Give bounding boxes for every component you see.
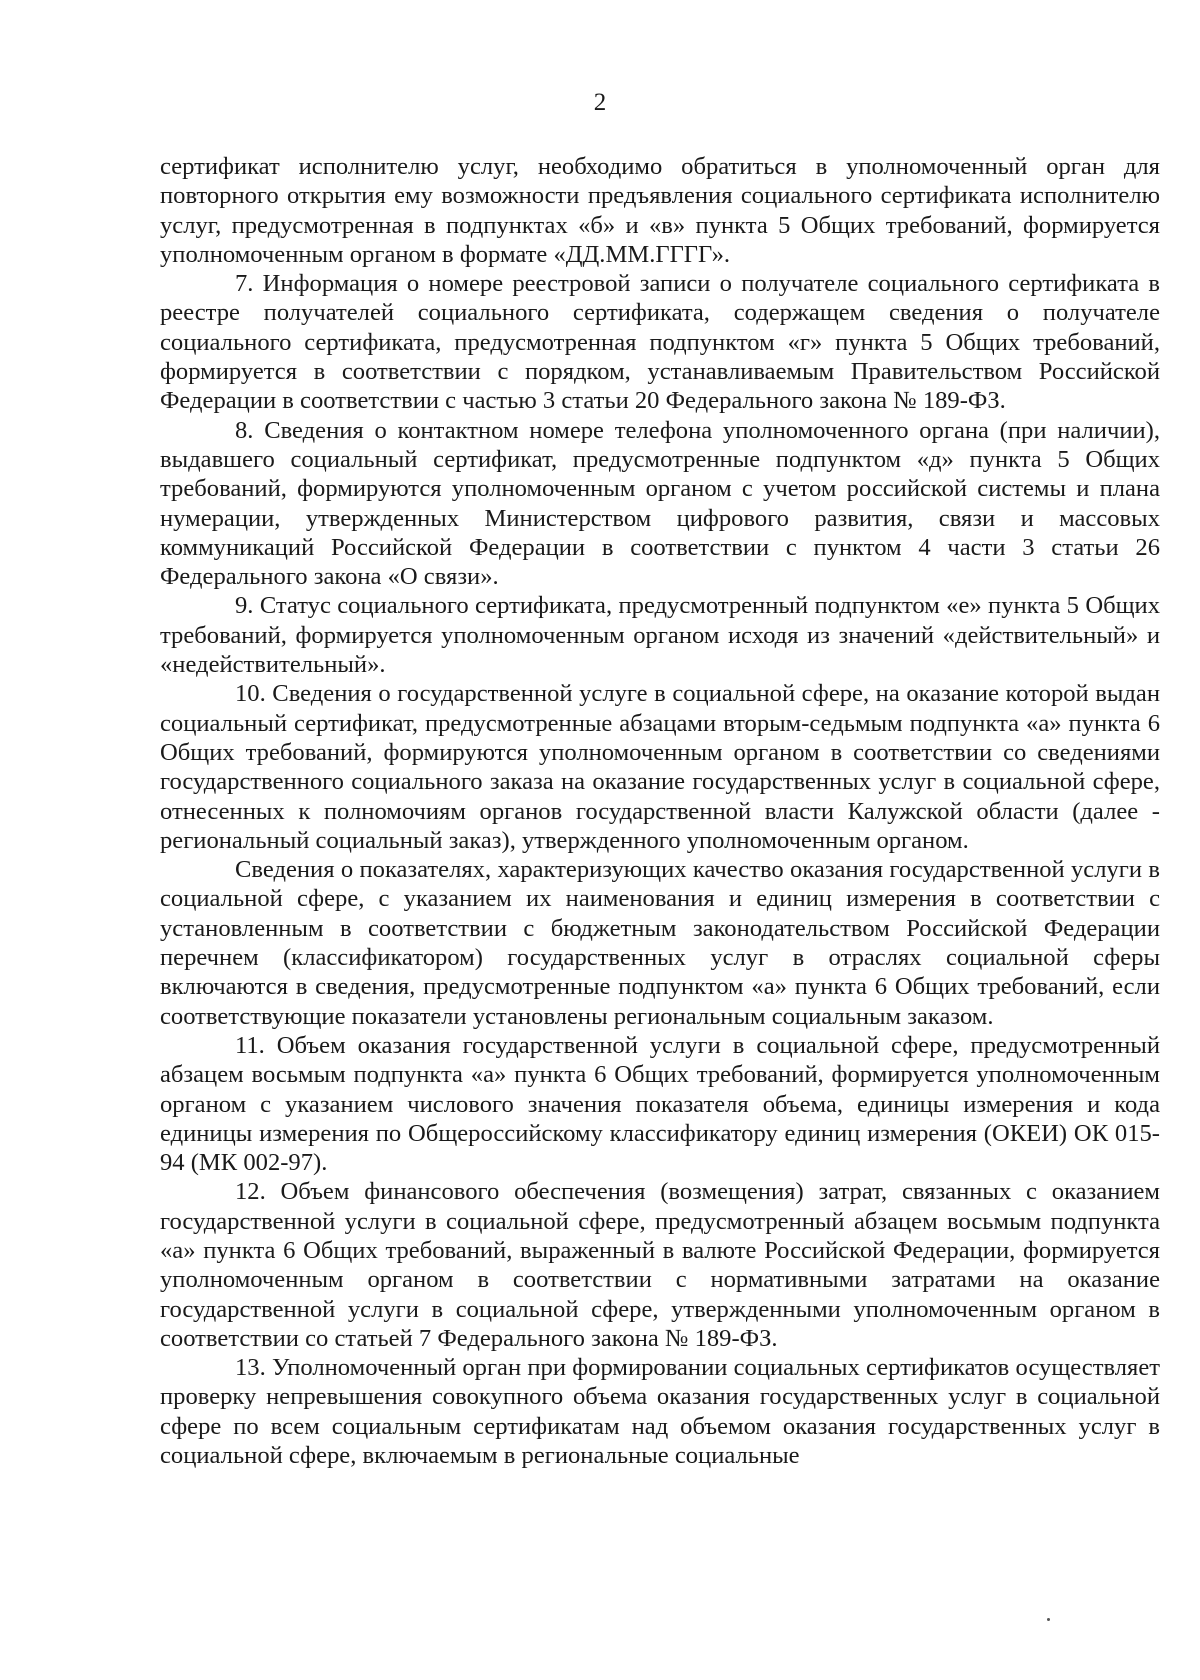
paragraph-item-13: 13. Уполномоченный орган при формировании социальных сертификатов осуществляет проверку непревышения совокупного объема оказания государственных услуг в социальной сфере по всем социальным сертификатам над объемом оказания государственных услуг в социальной сфере, включаемым в региональные социальные <box>160 1354 1160 1470</box>
page-number: 2 <box>593 89 607 116</box>
paragraph-item-10: 10. Сведения о государственной услуге в социальной сфере, на оказание которой выдан социальный сертификат, предусмотренные абзацами вторым-седьмым подпункта «а» пункта 6 Общих требований, формируются уполномоченным органом в соответствии со сведениями государственного социального заказа на оказание государственных услуг в социальной сфере, отнесенных к полномочиям органов государственной власти Калужской области (далее - региональный социальный заказ), утвержденного уполномоченным органом. <box>160 680 1160 854</box>
paragraph-item-8: 8. Сведения о контактном номере телефона уполномоченного органа (при наличии), выдавшего социальный сертификат, предусмотренные подпунктом «д» пункта 5 Общих требований, формируются уполномоченным органом с учетом российской системы и плана нумерации, утвержденных Министерством цифрового развития, связи и массовых коммуникаций Российской Федерации в соответствии с пунктом 4 части 3 статьи 26 Федерального закона «О связи». <box>160 416 1160 591</box>
paragraph-continuation: сертификат исполнителю услуг, необходимо обратиться в уполномоченный орган для повторного открытия ему возможности предъявления социального сертификата исполнителю услуг, предусмотренная в подпунктах «б» и «в» пункта 5 Общих требований, формируется уполномоченным органом в формате «ДД.ММ.ГГГГ». <box>160 153 1160 268</box>
paragraph-item-12: 12. Объем финансового обеспечения (возмещения) затрат, связанных с оказанием государственной услуги в социальной сфере, предусмотренный абзацем восьмым подпункта «а» пункта 6 Общих требований, выраженный в валюте Российской Федерации, формируется уполномоченным органом в соответствии с нормативными затратами на оказание государственной услуги в социальной сфере, утвержденными уполномоченным органом в соответствии со статьей 7 Федерального закона № 189-ФЗ. <box>160 1178 1160 1352</box>
paragraph-item-11: 11. Объем оказания государственной услуги в социальной сфере, предусмотренный абзацем восьмым подпункта «а» пункта 6 Общих требований, формируется уполномоченным органом с указанием числового значения показателя объема, единицы измерения и кода единицы измерения по Общероссийскому классификатору единиц измерения (ОКЕИ) ОК 015-94 (МК 002-97). <box>160 1031 1160 1177</box>
paragraph-quality-indicators: Сведения о показателях, характеризующих качество оказания государственной услуги в социальной сфере, с указанием их наименования и единиц измерения в соответствии с установленным в соответствии с бюджетным законодательством Российской Федерации перечнем (классификатором) государственных услуг в отраслях социальной сферы включаются в сведения, предусмотренные подпунктом «а» пункта 6 Общих требований, если соответствующие показатели установлены региональным социальным заказом. <box>160 856 1160 1030</box>
paragraph-item-9: 9. Статус социального сертификата, предусмотренный подпунктом «е» пункта 5 Общих требований, формируется уполномоченным органом исходя из значений «действительный» и «недействительный». <box>160 592 1160 679</box>
paragraph-item-7: 7. Информация о номере реестровой записи о получателе социального сертификата в реестре получателей социального сертификата, содержащем сведения о получателе социального сертификата, предусмотренная подпунктом «г» пункта 5 Общих требований, формируется в соответствии с порядком, устанавливаемым Правительством Российской Федерации в соответствии с частью 3 статьи 20 Федерального закона № 189-ФЗ. <box>160 270 1160 415</box>
document-body <box>160 152 1160 1470</box>
scan-speck <box>1047 1618 1050 1621</box>
